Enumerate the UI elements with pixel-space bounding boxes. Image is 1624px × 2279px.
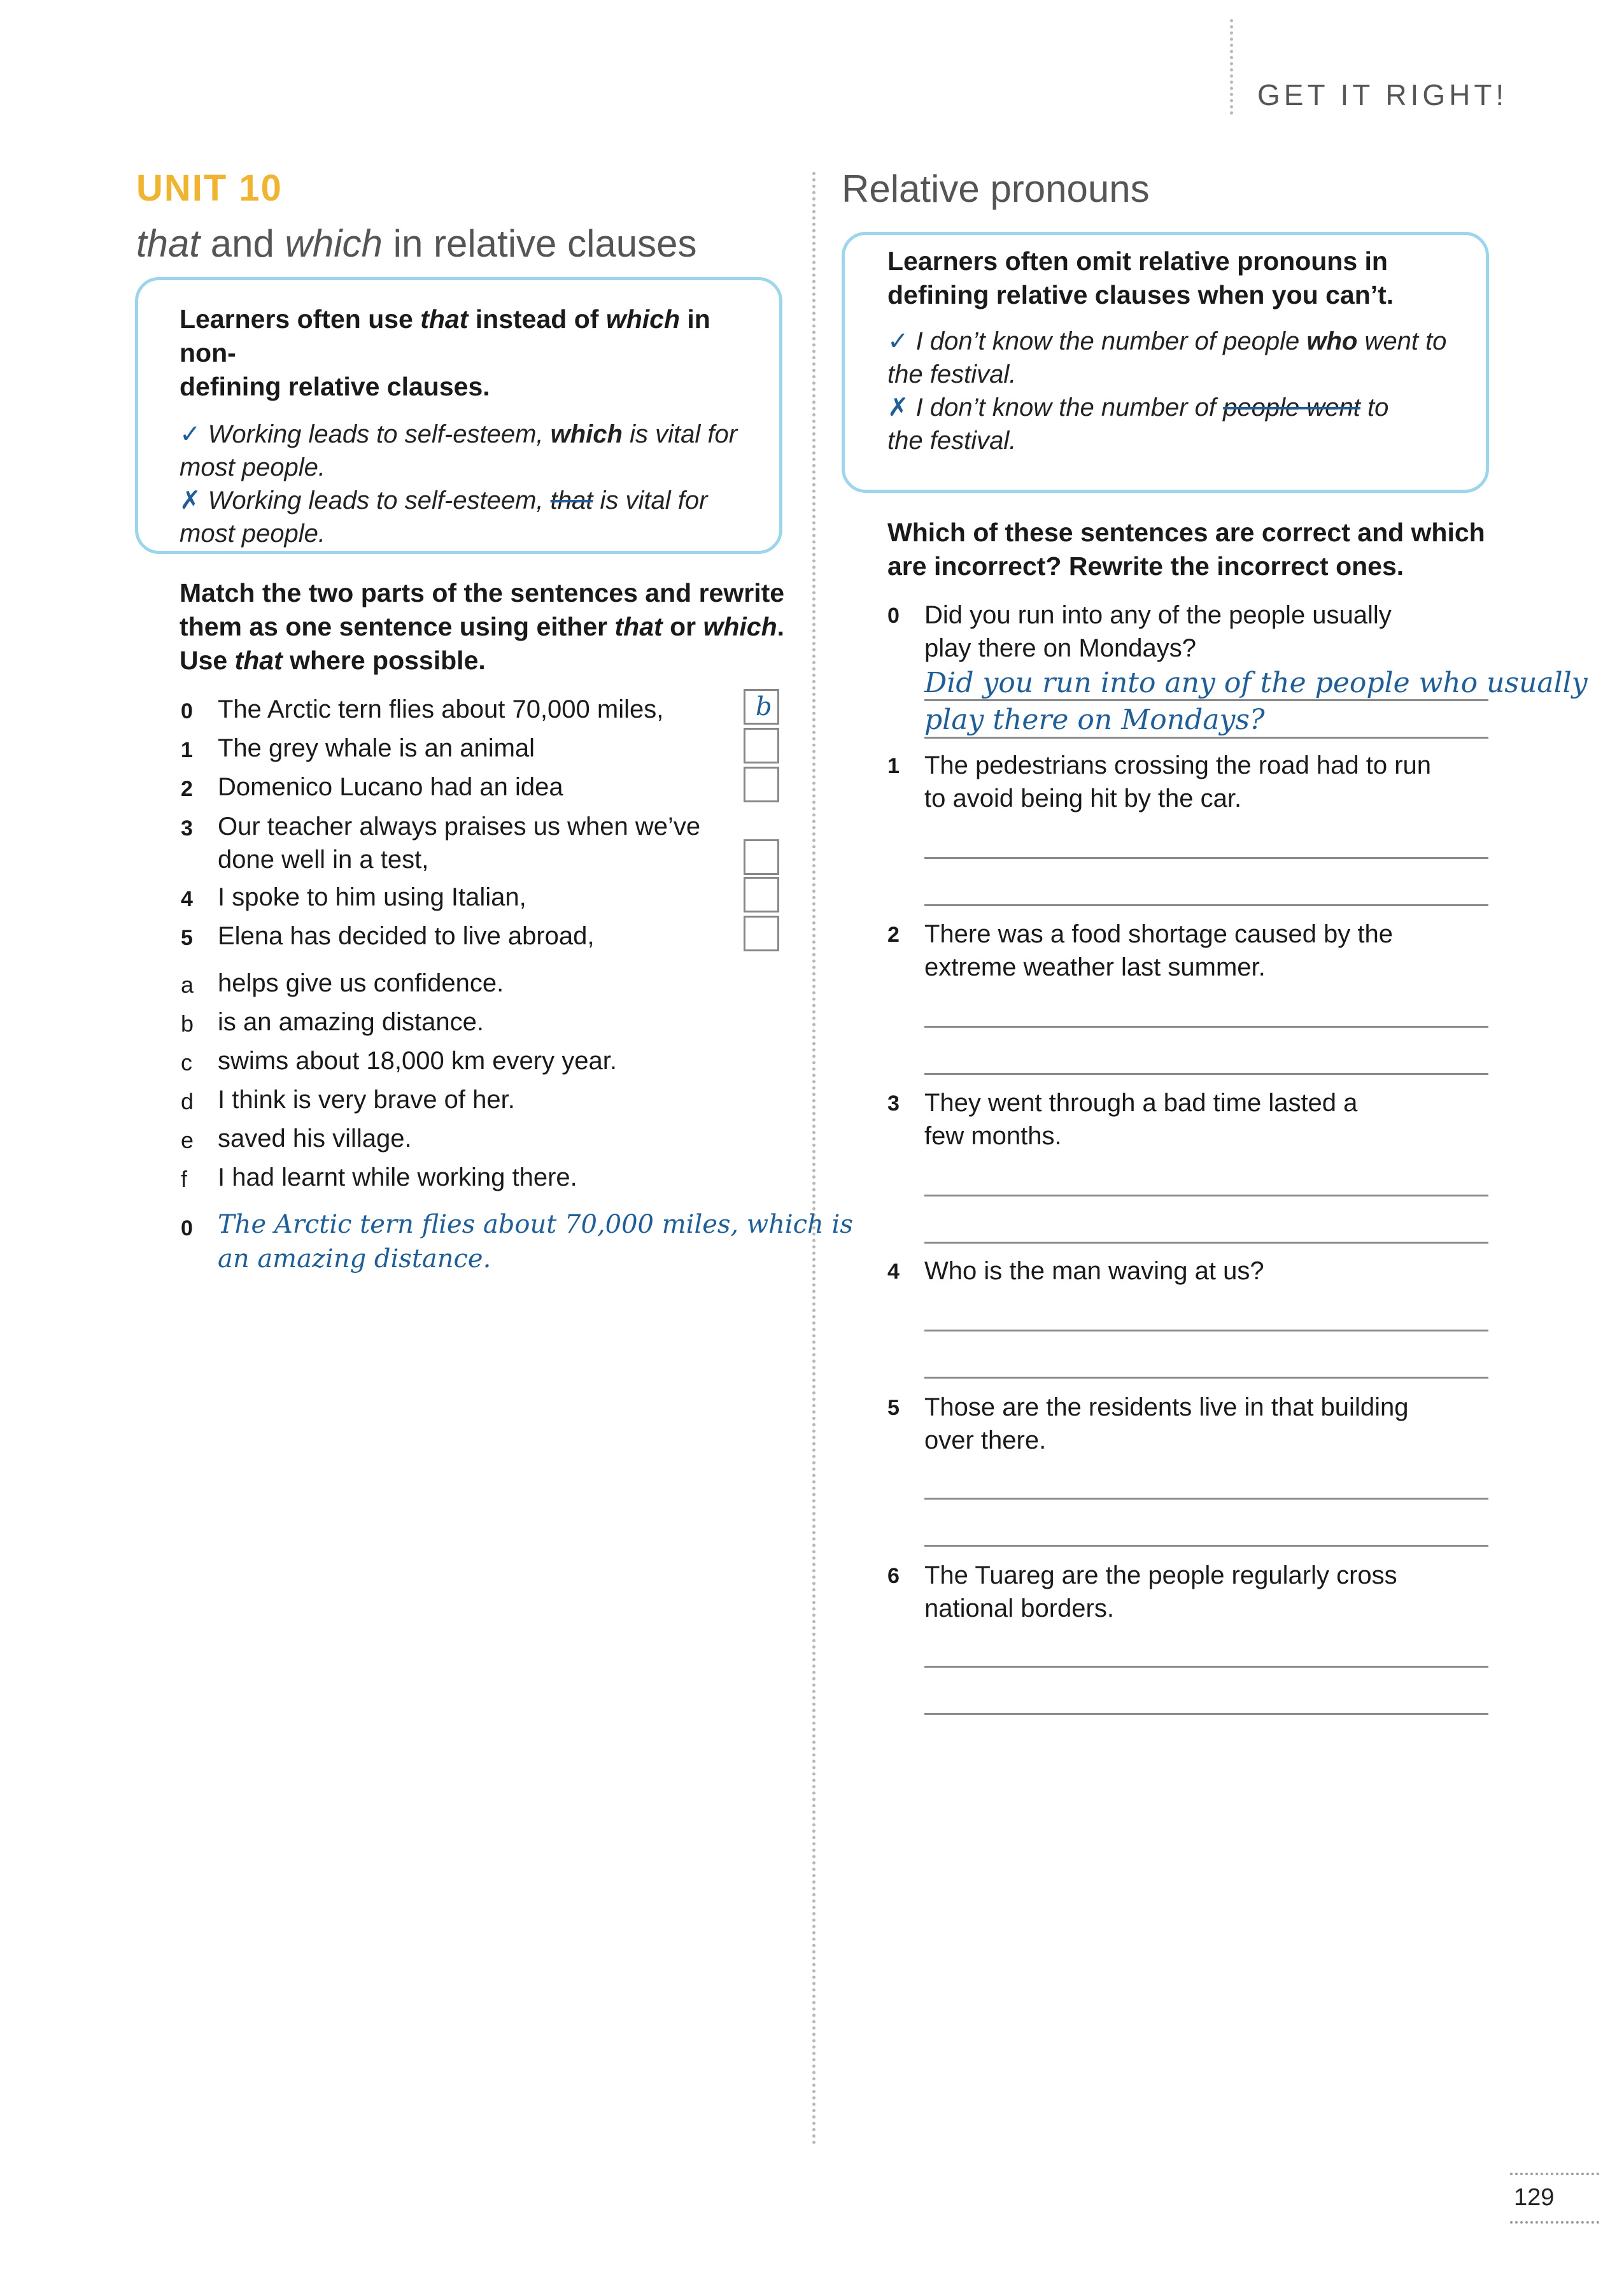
item-number: 4 — [181, 887, 193, 911]
header-divider — [1230, 19, 1233, 115]
tick-icon: ✓ — [180, 420, 201, 448]
item-text: Domenico Lucano had an idea — [218, 773, 563, 801]
rule-heading: Learners often omit relative pronouns in defining relative clauses when you can’t. — [887, 246, 1394, 309]
answer-line[interactable] — [924, 1666, 1488, 1668]
answer-line[interactable] — [924, 857, 1488, 859]
page-number-rule-top — [1510, 2173, 1599, 2175]
answer-box[interactable] — [744, 877, 779, 912]
answer-box[interactable] — [744, 767, 779, 802]
exercise-instruction: Which of these sentences are correct and which are incorrect? Rewrite the incorrect ones. — [887, 518, 1485, 581]
example-number: 0 — [181, 1216, 193, 1240]
ending-letter: b — [181, 1011, 194, 1037]
question-number: 5 — [887, 1396, 900, 1420]
question-text: Those are the residents live in that building over there. — [924, 1393, 1409, 1454]
model-answer: Did you run into any of the people who usually play there on Mondays? — [924, 667, 1588, 736]
answer-line[interactable] — [924, 1073, 1488, 1075]
incorrect-example: ✗ Working leads to self-esteem, that is vital for most people. — [180, 486, 708, 548]
column-divider — [812, 172, 816, 2146]
answer-line[interactable] — [924, 1545, 1488, 1547]
answer-line[interactable] — [924, 1195, 1488, 1196]
ending-letter: f — [181, 1166, 188, 1192]
item-number: 5 — [181, 926, 193, 950]
answer-line[interactable] — [924, 1713, 1488, 1715]
question-text: The Tuareg are the people regularly cross national borders. — [924, 1561, 1397, 1622]
item-number: 3 — [181, 816, 193, 841]
ending-text: is an amazing distance. — [218, 1008, 484, 1036]
item-text: The Arctic tern flies about 70,000 miles, — [218, 695, 664, 723]
item-text: Elena has decided to live abroad, — [218, 922, 595, 950]
item-text: Our teacher always praises us when we’ve done well in a test, — [218, 813, 701, 874]
cross-icon: ✗ — [180, 486, 201, 515]
answer-line — [924, 699, 1488, 701]
question-text: They went through a bad time lasted a few months. — [924, 1089, 1358, 1150]
answer-box[interactable] — [744, 728, 779, 763]
answer-line[interactable] — [924, 1377, 1488, 1379]
question-number: 6 — [887, 1564, 900, 1588]
item-number: 1 — [181, 738, 193, 762]
answer-line — [924, 737, 1488, 739]
ending-text: helps give us confidence. — [218, 969, 504, 997]
ending-text: swims about 18,000 km every year. — [218, 1047, 617, 1075]
example-answer: The Arctic tern flies about 70,000 miles, which is an amazing distance. — [218, 1210, 853, 1274]
ending-letter: a — [181, 972, 194, 998]
ending-text: I had learnt while working there. — [218, 1163, 577, 1191]
answer-line[interactable] — [924, 1498, 1488, 1500]
question-number: 3 — [887, 1091, 900, 1116]
question-text: Did you run into any of the people usually play there on Mondays? — [924, 601, 1392, 662]
answer-box[interactable] — [744, 916, 779, 951]
rule-content — [887, 245, 1473, 457]
answer-line[interactable] — [924, 1242, 1488, 1244]
correct-example: ✓ Working leads to self-esteem, which is vital for most people. — [180, 420, 738, 481]
item-text: I spoke to him using Italian, — [218, 883, 526, 911]
item-number: 0 — [181, 699, 193, 723]
incorrect-example: ✗ I don’t know the number of people went to the festival. — [887, 394, 1389, 455]
rule-heading: Learners often use that instead of which in non- defining relative clauses. — [180, 304, 710, 401]
page-number: 129 — [1514, 2184, 1555, 2211]
exercise-instruction: Match the two parts of the sentences and rewrite them as one sentence using either that or which. Use that where possible. — [180, 578, 785, 675]
question-number: 1 — [887, 754, 900, 778]
tick-icon: ✓ — [887, 327, 909, 355]
item-text: The grey whale is an animal — [218, 734, 535, 762]
section-subtitle: that and which in relative clauses — [136, 222, 697, 265]
ending-letter: d — [181, 1088, 194, 1114]
header-title: GET IT RIGHT! — [1257, 78, 1508, 111]
ending-letter: c — [181, 1049, 192, 1076]
ending-letter: e — [181, 1127, 194, 1153]
unit-title: UNIT 10 — [136, 167, 283, 209]
section-title: Relative pronouns — [842, 167, 1150, 210]
answer-line[interactable] — [924, 1026, 1488, 1028]
question-number: 0 — [887, 604, 900, 628]
page-number-rule-bottom — [1510, 2221, 1599, 2224]
question-number: 4 — [887, 1260, 900, 1284]
answer-box[interactable] — [744, 839, 779, 875]
answer-letter: b — [756, 692, 772, 721]
cross-icon: ✗ — [887, 394, 909, 422]
ending-text: saved his village. — [218, 1125, 412, 1153]
question-text: There was a food shortage caused by the extreme weather last summer. — [924, 920, 1394, 981]
answer-line[interactable] — [924, 904, 1488, 906]
correct-example: ✓ I don’t know the number of people who went to the festival. — [887, 327, 1447, 388]
answer-line[interactable] — [924, 1330, 1488, 1331]
question-text: Who is the man waving at us? — [924, 1257, 1264, 1285]
answer-box[interactable] — [744, 689, 779, 725]
question-number: 2 — [887, 923, 900, 947]
item-number: 2 — [181, 777, 193, 801]
ending-text: I think is very brave of her. — [218, 1086, 515, 1114]
rule-content — [180, 302, 772, 550]
question-text: The pedestrians crossing the road had to run to avoid being hit by the car. — [924, 751, 1432, 813]
